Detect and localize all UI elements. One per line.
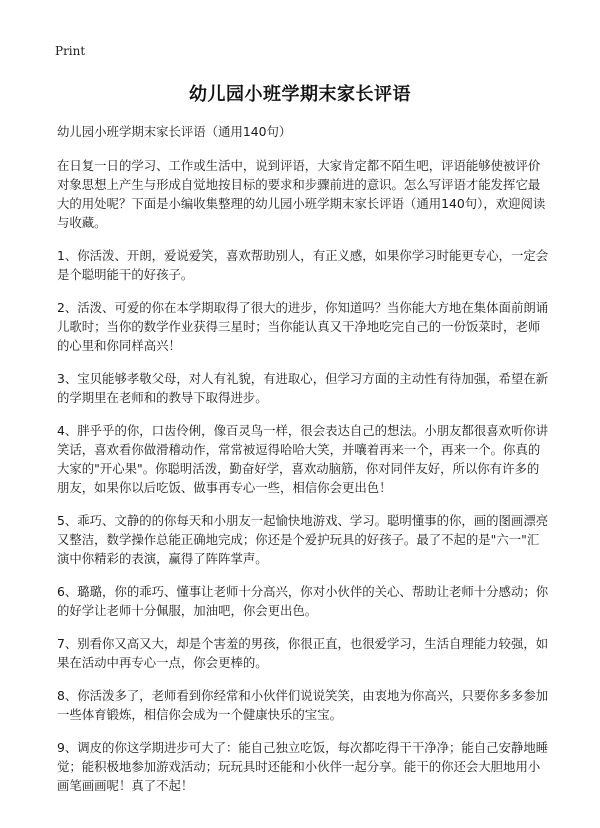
intro-paragraph: 在日复一日的学习、工作或生活中，说到评语，大家肯定都不陌生吧，评语能够使被评价对象思想上产生与形成自觉地按目标的要求和步骤前进的意识。怎么写评语才能发挥它最大的用处呢？下面是小编收集整理的幼儿园小班学期末家长评语（通用140句），欢迎阅读与收藏。 (57, 158, 546, 230)
document-title: 幼儿园小班学期末家长评语 (189, 84, 411, 105)
comment-item-8: 8、你活泼多了，老师看到你经常和小伙伴们说说笑笑，由衷地为你高兴，只要你多多参加一些体育锻炼，相信你会成为一个健康快乐的宝宝。 (57, 688, 549, 722)
comment-item-5: 5、乖巧、文静的的你每天和小朋友一起愉快地游戏、学习。聪明懂事的你，画的图画漂亮又整洁，数学操作总能正确地完成；你还是个爱护玩具的好孩子。最了不起的是"六一"汇演中你精彩的表演，赢得了阵阵掌声。 (57, 513, 549, 566)
comment-item-2: 2、活泼、可爱的你在本学期取得了很大的进步，你知道吗？当你能大方地在集体面前朗诵儿歌时；当你的数学作业获得三星时；当你能认真又干净地吃完自己的一份饭菜时，老师的心里和你同样高兴！ (57, 300, 549, 353)
document-body (57, 122, 549, 809)
comment-item-1: 1、你活泼、开朗，爱说爱笑，喜欢帮助别人，有正义感，如果你学习时能更专心，一定会是个聪明能干的好孩子。 (57, 248, 549, 282)
comment-item-4: 4、胖乎乎的你，口齿伶俐，像百灵鸟一样，很会表达自己的想法。小朋友都很喜欢听你讲笑话，喜欢看你做滑稽动作，常常被逗得哈哈大笑，并嚷着再来一个，再来一个。你真的大家的"开心果"。你聪明活泼，勤奋好学，喜欢动脑筋，你对同伴友好，所以你有许多的朋友，如果你以后吃饭、做事再专心一些，相信你会更出色！ (57, 423, 549, 495)
comment-item-6: 6、璐璐，你的乖巧、懂事让老师十分高兴，你对小伙伴的关心、帮助让老师十分感动；你的好学让老师十分佩服，加油吧，你会更出色。 (57, 584, 549, 618)
print-link[interactable]: Print (55, 44, 86, 58)
comment-item-3: 3、宝贝能够孝敬父母，对人有礼貌，有进取心，但学习方面的主动性有待加强，希望在新的学期里在老师和的教导下取得进步。 (57, 371, 549, 405)
document-subtitle: 幼儿园小班学期末家长评语（通用140句） (57, 124, 292, 139)
comment-item-7: 7、别看你又高又大，却是个害羞的男孩，你很正直，也很爱学习，生活自理能力较强，如果在活动中再专心一点，你会更棒的。 (57, 636, 549, 670)
comment-item-9: 9、调皮的你这学期进步可大了：能自己独立吃饭，每次都吃得干干净净；能自己安静地睡觉；能积极地参加游戏活动；玩玩具时还能和小伙伴一起分享。能干的你还会大胆地用小画笔画画呢！真了不起！ (57, 740, 549, 793)
